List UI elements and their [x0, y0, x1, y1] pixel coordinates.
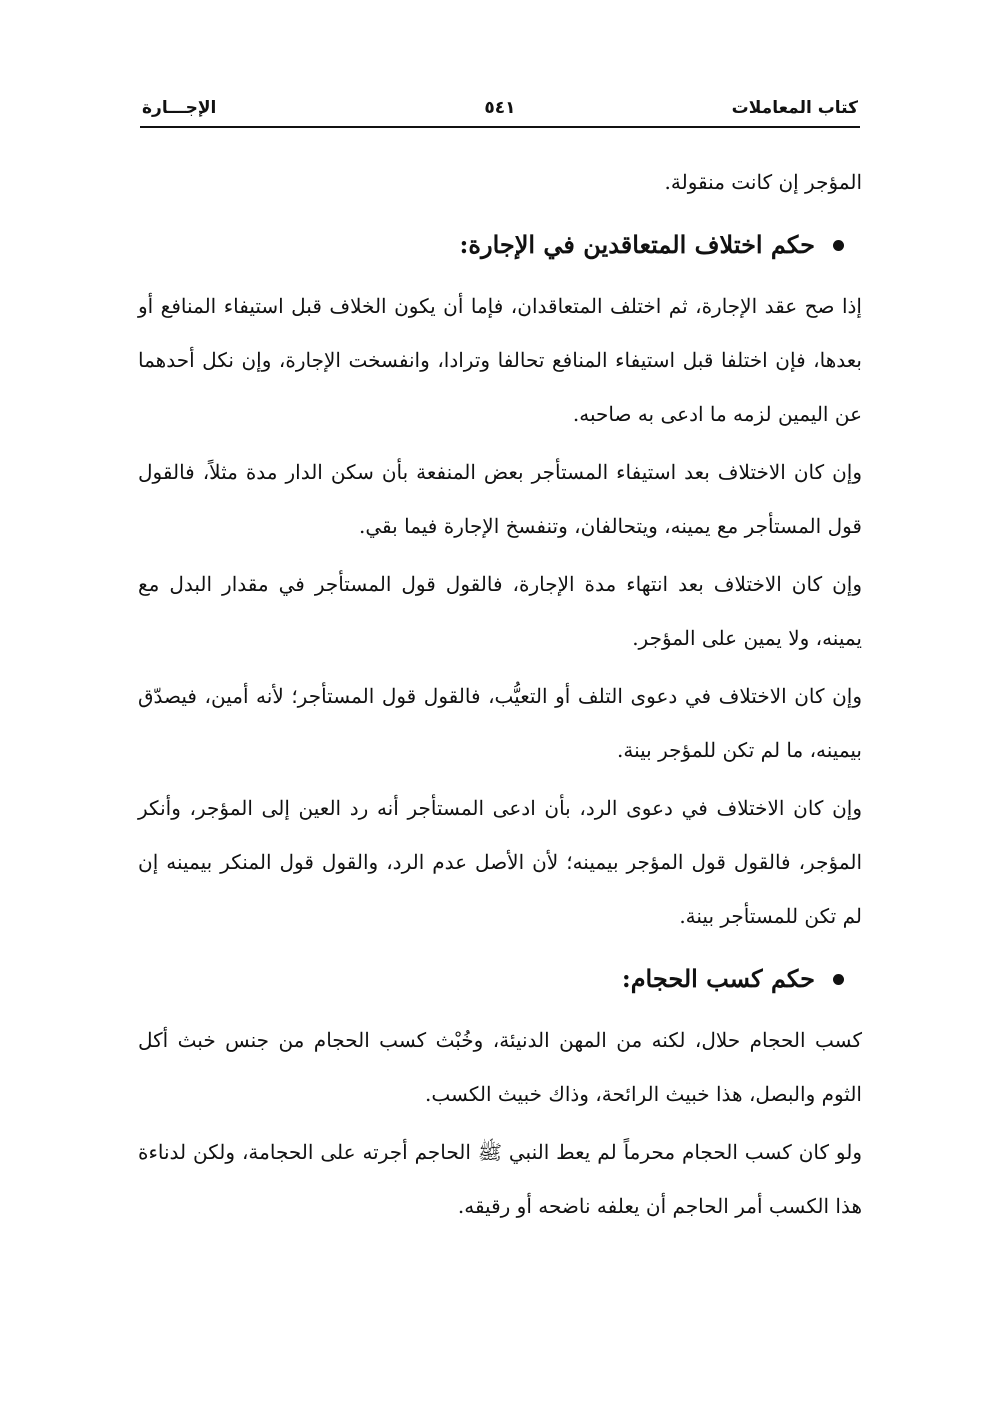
paragraph: كسب الحجام حلال، لكنه من المهن الدنيئة، وخُبْث كسب الحجام من جنس خبث أكل الثوم والبصل، هذا خبيث الرائحة، وذاك خبيث الكسب.	[138, 1028, 862, 1106]
book-title: كتاب المعاملات	[731, 98, 858, 118]
section-heading-text: حكم اختلاف المتعاقدين في الإجارة:	[459, 230, 815, 259]
bullet-icon	[833, 240, 844, 251]
paragraph: وإن كان الاختلاف بعد انتهاء مدة الإجارة، فالقول قول المستأجر في مقدار البدل مع يمينه، ولا يمين على المؤجر.	[138, 572, 862, 650]
section-heading	[138, 949, 862, 1009]
paragraph: ولو كان كسب الحجام محرماً لم يعط النبي ﷺ الحاجم أجرته على الحجامة، ولكن لدناءة هذا الكسب أمر الحاجم أن يعلفه ناضحه أو رقيقه.	[138, 1140, 862, 1218]
bullet-icon	[833, 974, 844, 985]
paragraph: وإن كان الاختلاف في دعوى التلف أو التعيُّب، فالقول قول المستأجر؛ لأنه أمين، فيصدّق بيمينه، ما لم تكن للمؤجر بينة.	[138, 684, 862, 762]
section-heading	[138, 215, 862, 275]
paragraph: إذا صح عقد الإجارة، ثم اختلف المتعاقدان، فإما أن يكون الخلاف قبل استيفاء المنافع أو بعدها، فإن اختلفا قبل استيفاء المنافع تحالفا وترادا، وانفسخت الإجارة، وإن نكل أحدهما عن اليمين لزمه ما ادعى به صاحبه.	[138, 294, 862, 426]
chapter-title: الإجـــارة	[142, 98, 217, 118]
paragraph: وإن كان الاختلاف في دعوى الرد، بأن ادعى المستأجر أنه رد العين إلى المؤجر، وأنكر المؤجر، فالقول قول المؤجر بيمينه؛ لأن الأصل عدم الرد، والقول قول المنكر بيمينه إن لم تكن للمستأجر بينة.	[138, 796, 862, 928]
running-header	[140, 96, 860, 128]
paragraph: المؤجر إن كانت منقولة.	[664, 170, 862, 194]
paragraph: وإن كان الاختلاف بعد استيفاء المستأجر بعض المنفعة بأن سكن الدار مدة مثلاً، فالقول قول المستأجر مع يمينه، ويتحالفان، وتنفسخ الإجارة فيما بقي.	[138, 460, 862, 538]
page-content	[138, 155, 862, 1233]
section-heading-text: حكم كسب الحجام:	[621, 964, 815, 993]
page-number: ٥٤١	[484, 98, 516, 118]
